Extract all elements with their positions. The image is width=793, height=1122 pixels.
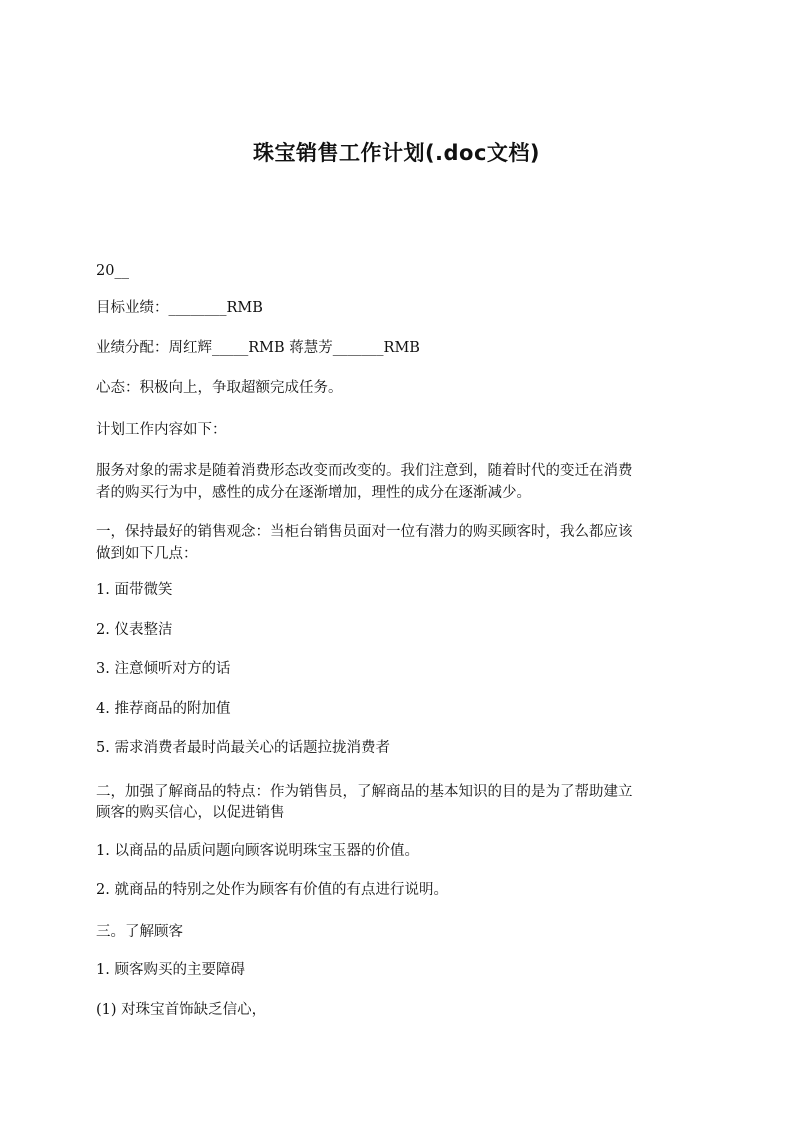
allocation-label: 业绩分配：周红辉 (96, 340, 212, 356)
document-title: 珠宝销售工作计划(.doc文档) (252, 141, 541, 165)
target-line (96, 296, 696, 320)
section3-heading: 三。了解顾客 (96, 924, 183, 940)
section1-heading-line-2: 做到如下几点： (96, 546, 198, 562)
year-line: 20__ (96, 263, 129, 279)
section1-item-2: 2. 仪表整洁 (96, 622, 173, 638)
allocation-unit-2: RMB (383, 340, 420, 356)
allocation-line (96, 336, 696, 360)
section1-item-4: 4. 推荐商品的附加值 (96, 701, 231, 717)
section1-item-5: 5. 需求消费者最时尚最关心的话题拉拢消费者 (96, 740, 390, 756)
plan-intro: 计划工作内容如下： (96, 422, 227, 438)
target-blank: ________ (168, 300, 227, 316)
section3-subitem-1: (1) 对珠宝首饰缺乏信心， (96, 1002, 267, 1018)
section3-item-1: 1. 顾客购买的主要障碍 (96, 962, 245, 978)
allocation-blank-2: _______ (332, 340, 384, 356)
intro-paragraph-line-1: 服务对象的需求是随着消费形态改变而改变的。我们注意到，随着时代的变迁在消费 (96, 463, 633, 479)
intro-paragraph-line-2: 者的购买行为中，感性的成分在逐渐增加，理性的成分在逐渐减少。 (96, 485, 531, 501)
section2-heading-line-2: 顾客的购买信心，以促进销售 (96, 805, 285, 821)
attitude-line: 心态：积极向上，争取超额完成任务。 (96, 380, 343, 396)
section2-item-2: 2. 就商品的特别之处作为顾客有价值的有点进行说明。 (96, 882, 448, 898)
allocation-unit-1: RMB 蒋慧芳 (248, 340, 333, 356)
section2-item-1: 1. 以商品的品质问题向顾客说明珠宝玉器的价值。 (96, 843, 419, 859)
target-unit: RMB (226, 300, 263, 316)
section2-heading-line-1: 二，加强了解商品的特点：作为销售员，了解商品的基本知识的目的是为了帮助建立 (96, 784, 633, 800)
allocation-blank-1: _____ (212, 340, 249, 356)
section1-heading-line-1: 一，保持最好的销售观念：当柜台销售员面对一位有潜力的购买顾客时，我么都应该 (96, 524, 633, 540)
target-label: 目标业绩： (96, 300, 169, 316)
section1-item-3: 3. 注意倾听对方的话 (96, 661, 231, 677)
section1-item-1: 1. 面带微笑 (96, 582, 173, 598)
